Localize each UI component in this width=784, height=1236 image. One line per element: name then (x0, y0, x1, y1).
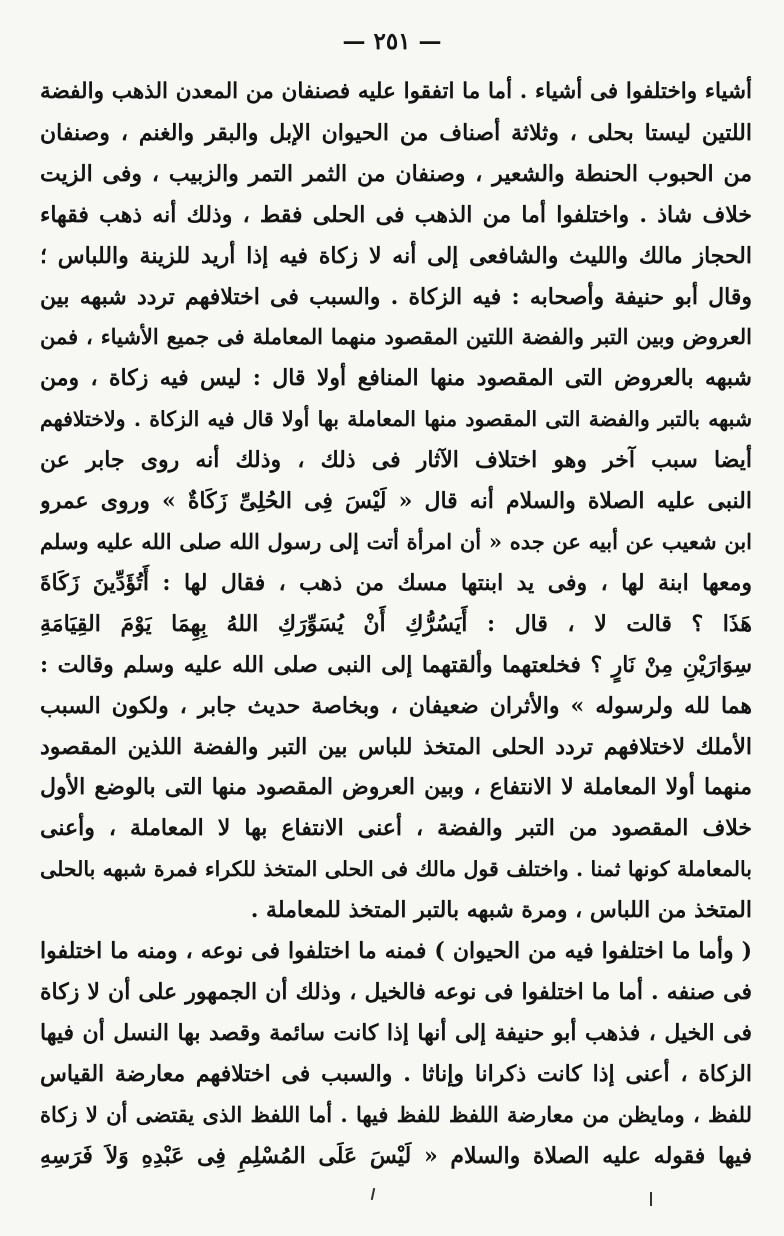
text-line: أشياء واختلفوا فى أشياء . أما ما اتفقوا عليه فصنفان من المعدن الذهب والفضة (40, 79, 752, 104)
text-line: المتخذ من اللباس ، ومرة شبهه بالتبر المتخذ للمعاملة . (250, 897, 752, 924)
text-line: سِوَارَيْنِ مِنْ نَارٍ ؟ فخلعتهما وألقتهما إلى النبى صلى الله عليه وسلم وقالت : (40, 651, 752, 678)
text-line: ومعها ابنة لها ، وفى يد ابنتها مسك من ذهب ، فقال لها : أَتُؤَدِّينَ زَكَاةَ (40, 569, 752, 596)
text-line: فى الخيل ، فذهب أبو حنيفة إلى أنها إذا كانت سائمة وقصد بها النسل أن فيها (40, 1019, 752, 1046)
text-line: ( وأما ما اختلفوا فيه من الحيوان ) فمنه ما اختلفوا فى نوعه ، ومنه ما اختلفوا (40, 938, 752, 965)
arabic-body-text (40, 72, 752, 1176)
text-line: هَذَا ؟ قالت لا ، قال : أَيَسُرُّكِ أَنْ يُسَوِّرَكِ اللهُ بِهِمَا يَوْمَ القِيَامَةِ (40, 610, 752, 637)
text-line: خلاف شاذ . واختلفوا أما من الذهب فى الحلى فقط ، وذلك أنه ذهب فقهاء (40, 201, 752, 228)
text-line: من الحبوب الحنطة والشعير ، وصنفان من الثمر التمر والزبيب ، وفى الزيت (40, 160, 752, 187)
text-line: منهما أولا المعاملة لا الانتفاع ، وبين العروض المقصود منها التى بالوضع الأول (40, 774, 752, 801)
text-line: الزكاة ، أعنى إذا كانت ذكرانا وإناثا . والسبب فى اختلافهم معارضة القياس (40, 1060, 752, 1087)
text-line: اللتين ليستا بحلى ، وثلاثة أصناف من الحيوان الإبل والبقر والغنم ، وصنفان (40, 119, 752, 146)
text-line: فيها فقوله عليه الصلاة والسلام « لَيْسَ عَلَى المُسْلِمِ فِى عَبْدِهِ وَلاَ فَرَسِهِ (40, 1142, 752, 1169)
scan-speck (650, 1192, 652, 1206)
scan-speck (371, 1188, 375, 1200)
text-line: الحجاز مالك والليث والشافعى إلى أنه لا زكاة فيه إذا أريد للزينة واللباس ؛ (40, 242, 752, 269)
text-line: الأملك لاختلافهم تردد الحلى المتخذ للباس بين التبر والفضة اللذين المقصود (40, 733, 752, 760)
text-line: أيضا سبب آخر وهو اختلاف الآثار فى ذلك ، وذلك أنه روى جابر عن (40, 447, 752, 474)
text-line: خلاف المقصود من التبر والفضة ، أعنى الانتفاع بها لا المعاملة ، وأعنى (40, 815, 752, 842)
text-line: العروض وبين التبر والفضة اللتين المقصود منهما المعاملة فى جميع الأشياء ، فمن (40, 324, 752, 350)
text-line: هما لله ولرسوله » والأثران ضعيفان ، وبخاصة حديث جابر ، ولكون السبب (40, 692, 752, 719)
text-line: بالمعاملة كونها ثمنا . واختلف قول مالك فى الحلى المتخذ للكراء فمرة شبهه بالحلى (40, 857, 752, 882)
text-line: النبى عليه الصلاة والسلام أنه قال « لَيْسَ فِى الحُلِىِّ زَكَاةٌ » وروى عمرو (40, 488, 752, 515)
text-line: وقال أبو حنيفة وأصحابه : فيه الزكاة . والسبب فى اختلافهم تردد شبهه بين (40, 283, 752, 310)
text-line: فى صنفه . أما ما اختلفوا فى نوعه فالخيل ، وذلك أن الجمهور على أن لا زكاة (40, 978, 752, 1005)
text-line: للفظ ، ومايظن من معارضة اللفظ للفظ فيها . أما اللفظ الذى يقتضى أن لا زكاة (40, 1101, 752, 1127)
text-line: ابن شعيب عن أبيه عن جده « أن امرأة أتت إلى رسول الله صلى الله عليه وسلم (40, 528, 752, 554)
page-number-header: — ٢٥١ — (342, 28, 442, 55)
text-line: شبهه بالتبر والفضة التى المقصود منها المعاملة بها أولا قال فيه الزكاة . ولاختلافهم (40, 407, 752, 432)
text-line: شبهه بالعروض التى المقصود منها المنافع أولا قال : ليس فيه زكاة ، ومن (40, 365, 752, 392)
